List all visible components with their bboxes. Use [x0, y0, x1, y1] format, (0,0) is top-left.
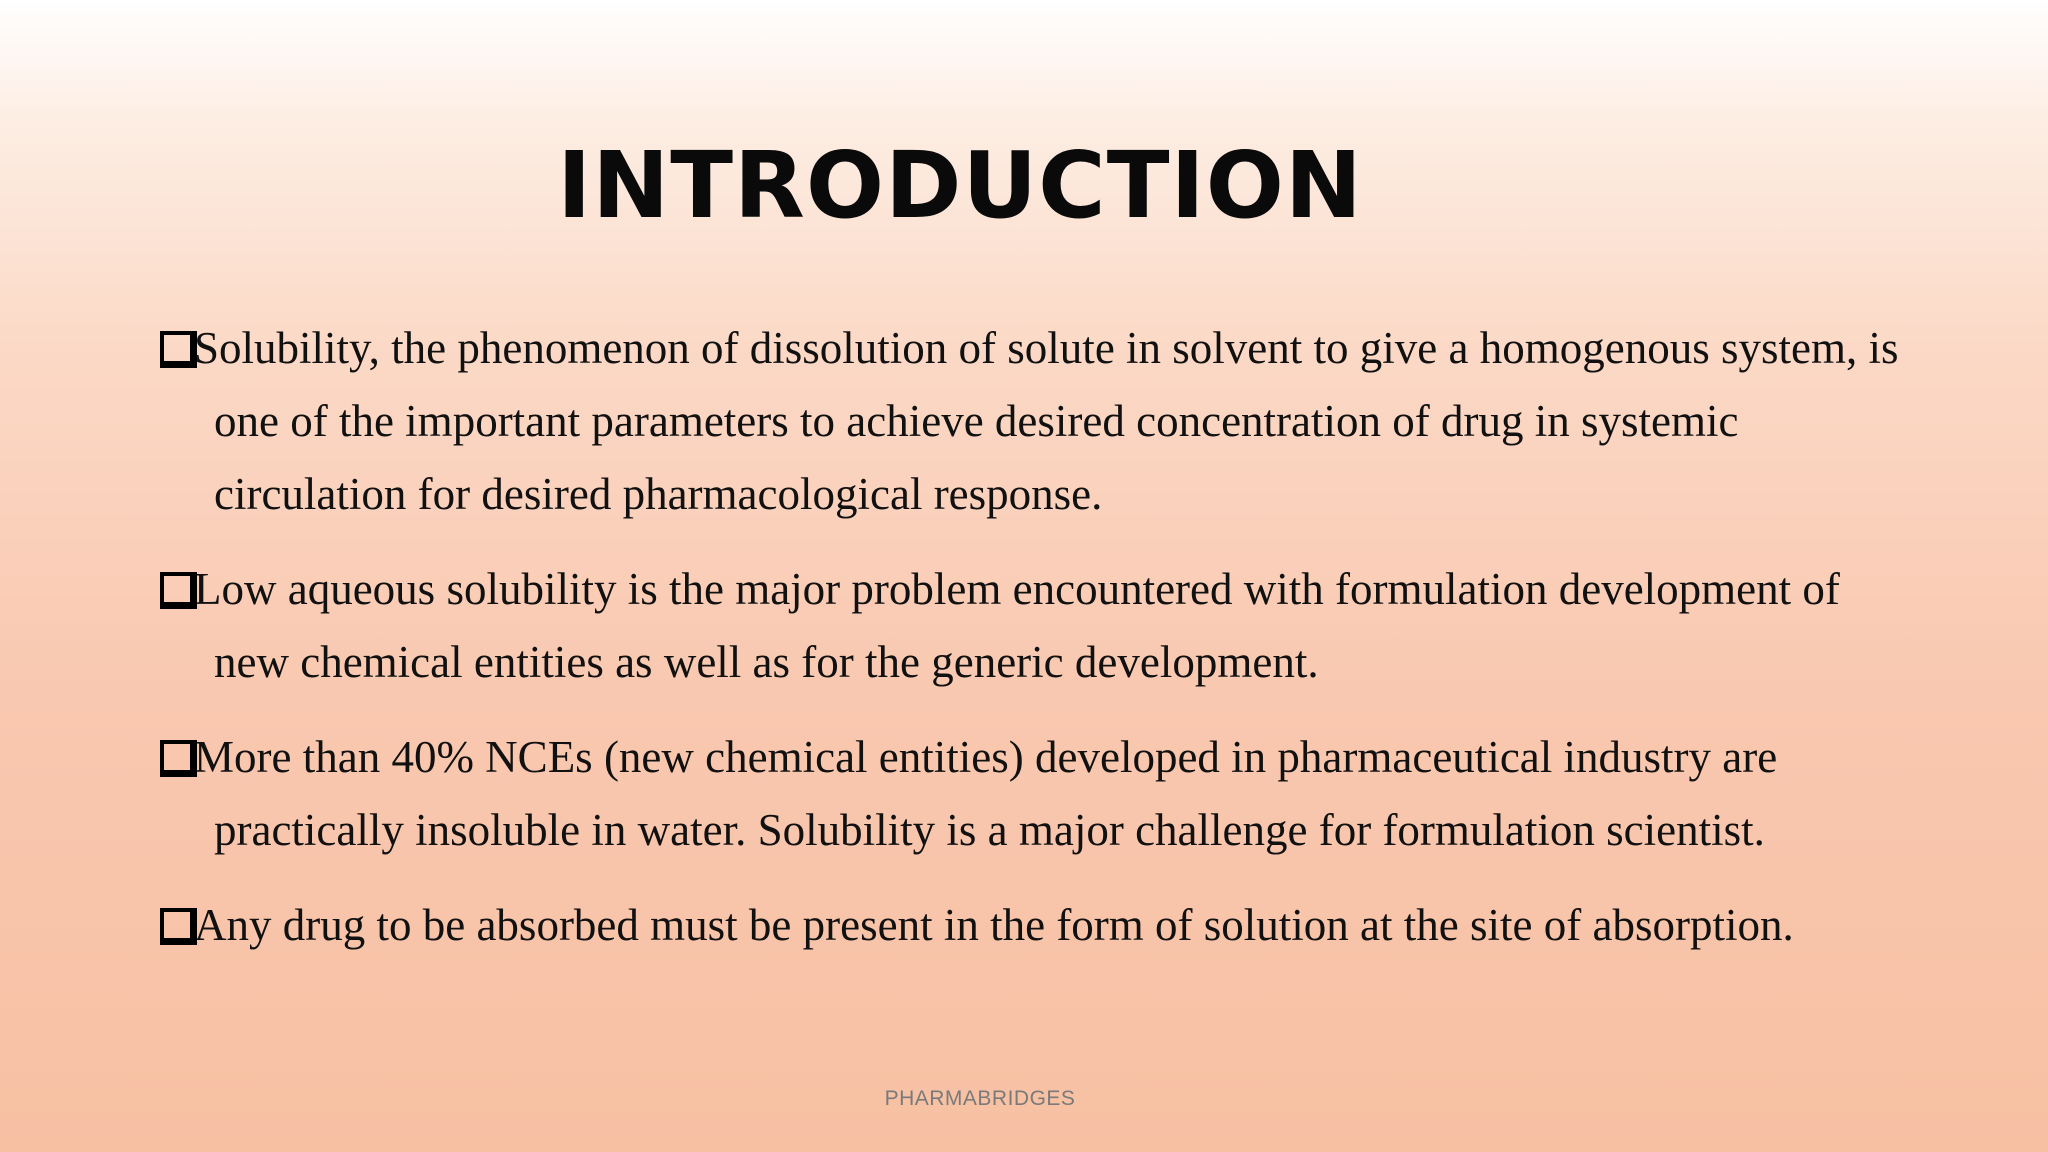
footer-watermark: PHARMABRIDGES: [884, 1087, 1076, 1110]
bullet-list: [160, 312, 1900, 984]
bullet-text: Any drug to be absorbed must be present in the form of solution at the site of absorption.: [194, 900, 1794, 950]
checkbox-square-icon: [160, 740, 197, 777]
bullet-item: [160, 889, 1900, 962]
bullet-item: [160, 553, 1900, 699]
checkbox-square-icon: [160, 331, 197, 368]
bullet-text: More than 40% NCEs (new chemical entities) developed in pharmaceutical industry are practically insoluble in water. Solubility is a major challenge for formulation scientist.: [194, 732, 1778, 855]
checkbox-square-icon: [160, 908, 197, 945]
checkbox-square-icon: [160, 572, 197, 609]
bullet-text: Low aqueous solubility is the major problem encountered with formulation development of new chemical entities as well as for the generic development.: [194, 564, 1840, 687]
bullet-text: Solubility, the phenomenon of dissolution of solute in solvent to give a homogenous system, is one of the important parameters to achieve desired concentration of drug in systemic circulation for desired pharmacological response.: [194, 323, 1899, 519]
bullet-item: [160, 721, 1900, 867]
slide-title: INTRODUCTION: [557, 132, 1363, 239]
bullet-item: [160, 312, 1900, 531]
